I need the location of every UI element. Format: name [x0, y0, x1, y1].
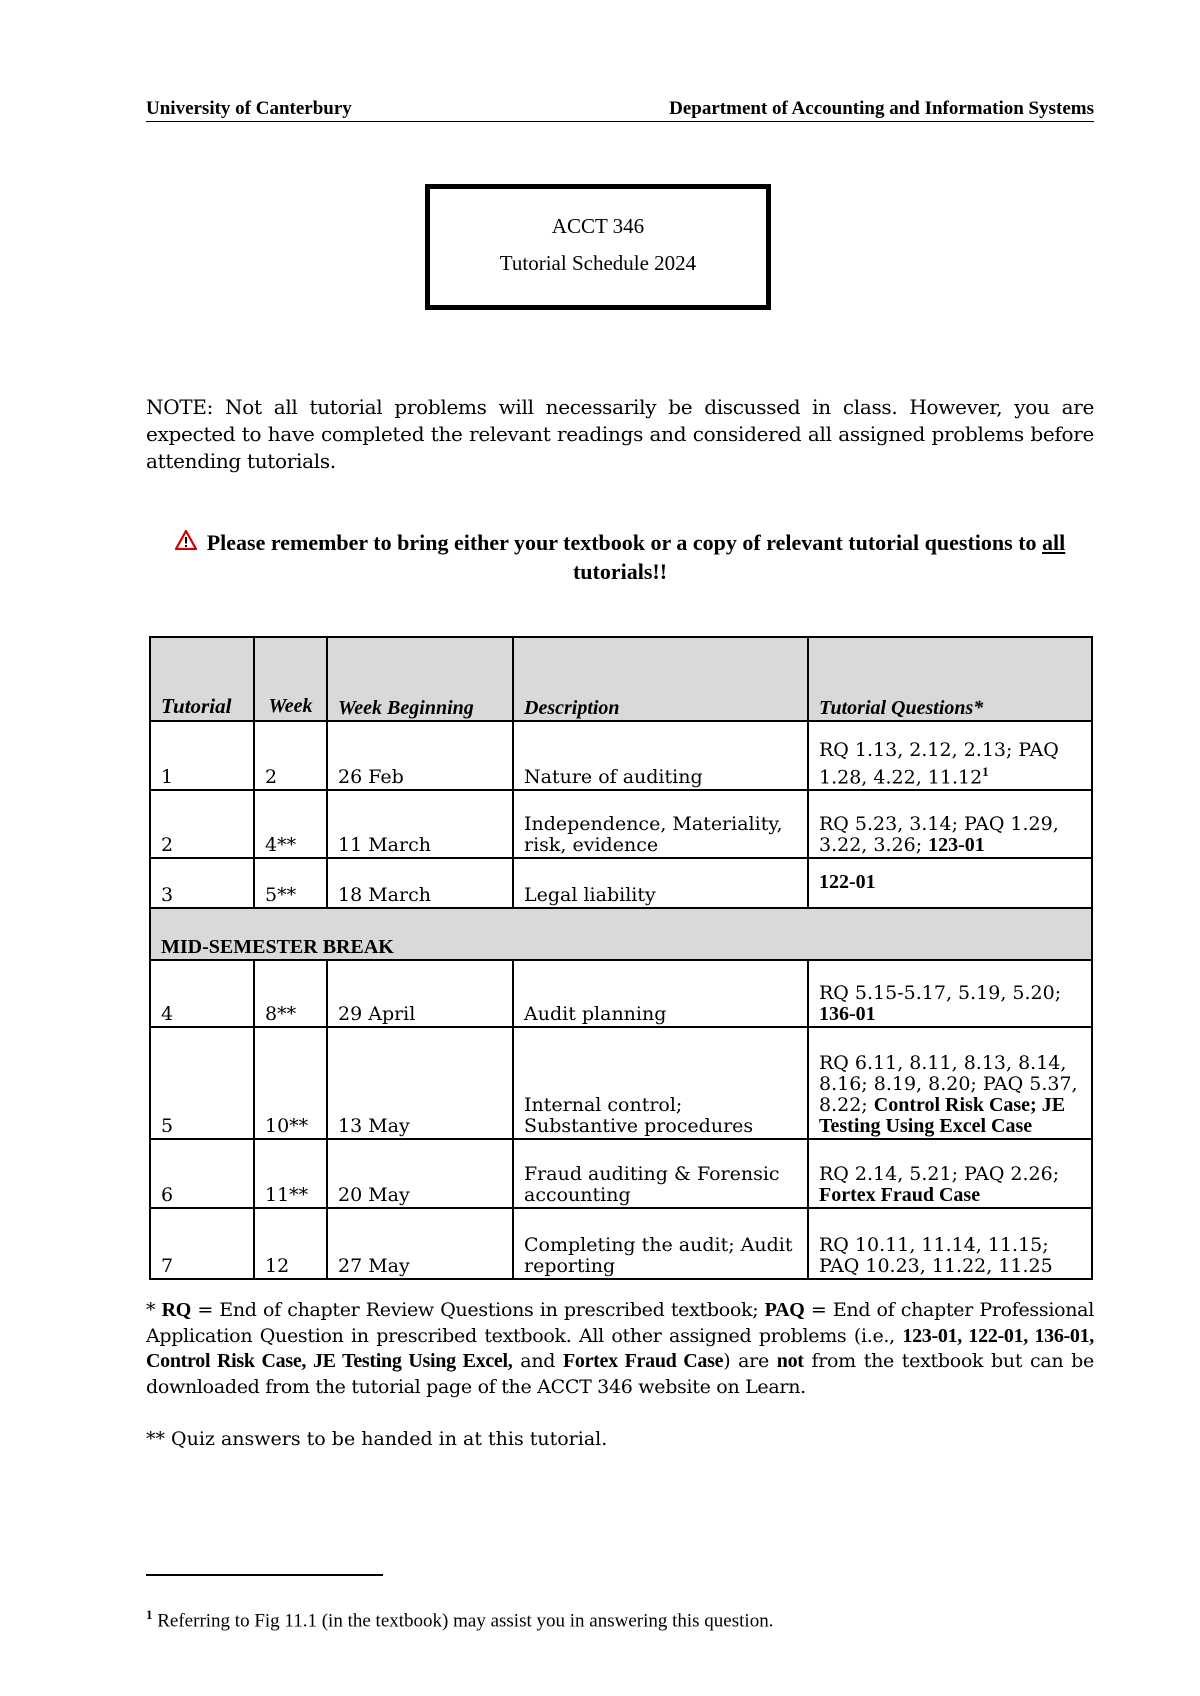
cell-week: 4** [254, 790, 327, 858]
reminder-end: tutorials!! [572, 559, 668, 584]
cell-week: 10** [254, 1027, 327, 1139]
cell-description: Audit planning [513, 960, 808, 1027]
cell-tutorial: 6 [150, 1139, 254, 1208]
university-name: University of Canterbury [146, 98, 352, 119]
cell-tutorial: 3 [150, 858, 254, 908]
footnote-separator [146, 1574, 383, 1576]
title-box [425, 184, 771, 310]
break-row [150, 908, 1092, 960]
cell-questions [808, 858, 1092, 908]
questions-case: Control Risk Case; JE Testing Using Excel Case [819, 1094, 1066, 1137]
cell-week-beginning: 11 March [327, 790, 513, 858]
table-row [150, 960, 1092, 1027]
mid-semester-break: MID-SEMESTER BREAK [150, 908, 1092, 960]
cell-week-beginning: 20 May [327, 1139, 513, 1208]
questions-text: RQ 2.14, 5.21; PAQ 2.26; [819, 1163, 1060, 1185]
questions-text: RQ 1.13, 2.12, 2.13; PAQ 1.28, 4.22, 11.12 [819, 738, 1059, 788]
cell-week: 11** [254, 1139, 327, 1208]
footnote-text: = End of chapter Professional Application Question in prescribed textbook. All other assigned problems (i.e., [146, 1299, 1094, 1347]
reminder-text: Please remember to bring either your textbook or a copy of relevant tutorial questions to [206, 530, 1043, 555]
col-header-week: Week [254, 637, 327, 721]
cell-description: Internal control; Substantive procedures [513, 1027, 808, 1139]
table-header-row [150, 637, 1092, 721]
footnote-text: and [512, 1350, 563, 1372]
cell-description: Completing the audit; Audit reporting [513, 1208, 808, 1279]
questions-case: 136-01 [819, 1003, 876, 1025]
cell-tutorial: 4 [150, 960, 254, 1027]
col-header-week-beginning: Week Beginning [327, 637, 513, 721]
cell-tutorial: 7 [150, 1208, 254, 1279]
quiz-footnote: ** Quiz answers to be handed in at this tutorial. [146, 1428, 608, 1450]
department-name: Department of Accounting and Information Systems [669, 98, 1094, 119]
cell-week-beginning: 26 Feb [327, 721, 513, 790]
cell-week-beginning: 29 April [327, 960, 513, 1027]
questions-case: Fortex Fraud Case [819, 1184, 981, 1206]
page-footnote-text: Referring to Fig 11.1 (in the textbook) may assist you in answering this question. [152, 1610, 774, 1632]
cell-week: 2 [254, 721, 327, 790]
col-header-tutorial: Tutorial [150, 637, 254, 721]
cell-week-beginning: 18 March [327, 858, 513, 908]
schedule-title: Tutorial Schedule 2024 [499, 251, 697, 275]
note-paragraph: NOTE: Not all tutorial problems will necessarily be discussed in class. However, you are expected to have completed the relevant readings and considered all assigned problems before attending tutorials. [146, 395, 1094, 473]
questions-text: RQ 6.11, 8.11, 8.13, 8.14, 8.16; 8.19, 8.20; PAQ 5.37, 8.22; [819, 1052, 1078, 1116]
footnote-bold: not [776, 1350, 804, 1372]
cell-description: Legal liability [513, 858, 808, 908]
table-row [150, 1139, 1092, 1208]
questions-case: 123-01 [928, 834, 985, 856]
footnote-text: ) are [723, 1350, 777, 1372]
footnote-ref: 1 [982, 763, 989, 779]
footnote-bold: Fortex Fraud Case [562, 1350, 724, 1372]
footnote-text: * [146, 1299, 162, 1321]
page-footnote-marker: 1 [146, 1607, 153, 1622]
table-row [150, 1027, 1092, 1139]
cell-questions [808, 790, 1092, 858]
cell-description: Nature of auditing [513, 721, 808, 790]
cell-description: Fraud auditing & Forensic accounting [513, 1139, 808, 1208]
warning-triangle-icon [175, 528, 197, 557]
course-code: ACCT 346 [551, 214, 645, 238]
cell-questions [808, 1208, 1092, 1279]
footnote-bold: PAQ [764, 1299, 805, 1321]
questions-case: 122-01 [819, 871, 876, 893]
cell-description: Independence, Materiality, risk, evidence [513, 790, 808, 858]
tutorial-schedule-table [149, 636, 1093, 1280]
col-header-description: Description [513, 637, 808, 721]
table-row [150, 721, 1092, 790]
cell-week: 12 [254, 1208, 327, 1279]
footnote-text: from the textbook but can be downloaded from the tutorial page of the ACCT 346 website on Learn. [146, 1350, 1094, 1398]
reminder-emphasis: all [1042, 530, 1066, 555]
legend-footnote [146, 1298, 1094, 1400]
questions-text: RQ 10.11, 11.14, 11.15; PAQ 10.23, 11.22, 11.25 [819, 1234, 1053, 1277]
questions-text: RQ 5.23, 3.14; PAQ 1.29, 3.22, 3.26; [819, 813, 1059, 856]
cell-week-beginning: 13 May [327, 1027, 513, 1139]
cell-questions [808, 960, 1092, 1027]
cell-week: 8** [254, 960, 327, 1027]
cell-week: 5** [254, 858, 327, 908]
cell-questions [808, 1139, 1092, 1208]
table-row [150, 858, 1092, 908]
cell-tutorial: 2 [150, 790, 254, 858]
cell-tutorial: 5 [150, 1027, 254, 1139]
col-header-questions: Tutorial Questions* [808, 637, 1092, 721]
cell-tutorial: 1 [150, 721, 254, 790]
cell-questions [808, 1027, 1092, 1139]
footnote-bold: RQ [161, 1299, 191, 1321]
table-row [150, 790, 1092, 858]
cell-questions [808, 721, 1092, 790]
table-row [150, 1208, 1092, 1279]
reminder-banner [146, 528, 1094, 586]
footnote-bold: 123-01, 122-01, 136-01, Control Risk Case, JE Testing Using Excel, [146, 1324, 1094, 1372]
cell-week-beginning: 27 May [327, 1208, 513, 1279]
questions-text: RQ 5.15-5.17, 5.19, 5.20; [819, 982, 1062, 1004]
footnote-text: = End of chapter Review Questions in prescribed textbook; [190, 1299, 765, 1321]
page-header [146, 97, 1094, 122]
page-footnote [146, 1607, 773, 1632]
